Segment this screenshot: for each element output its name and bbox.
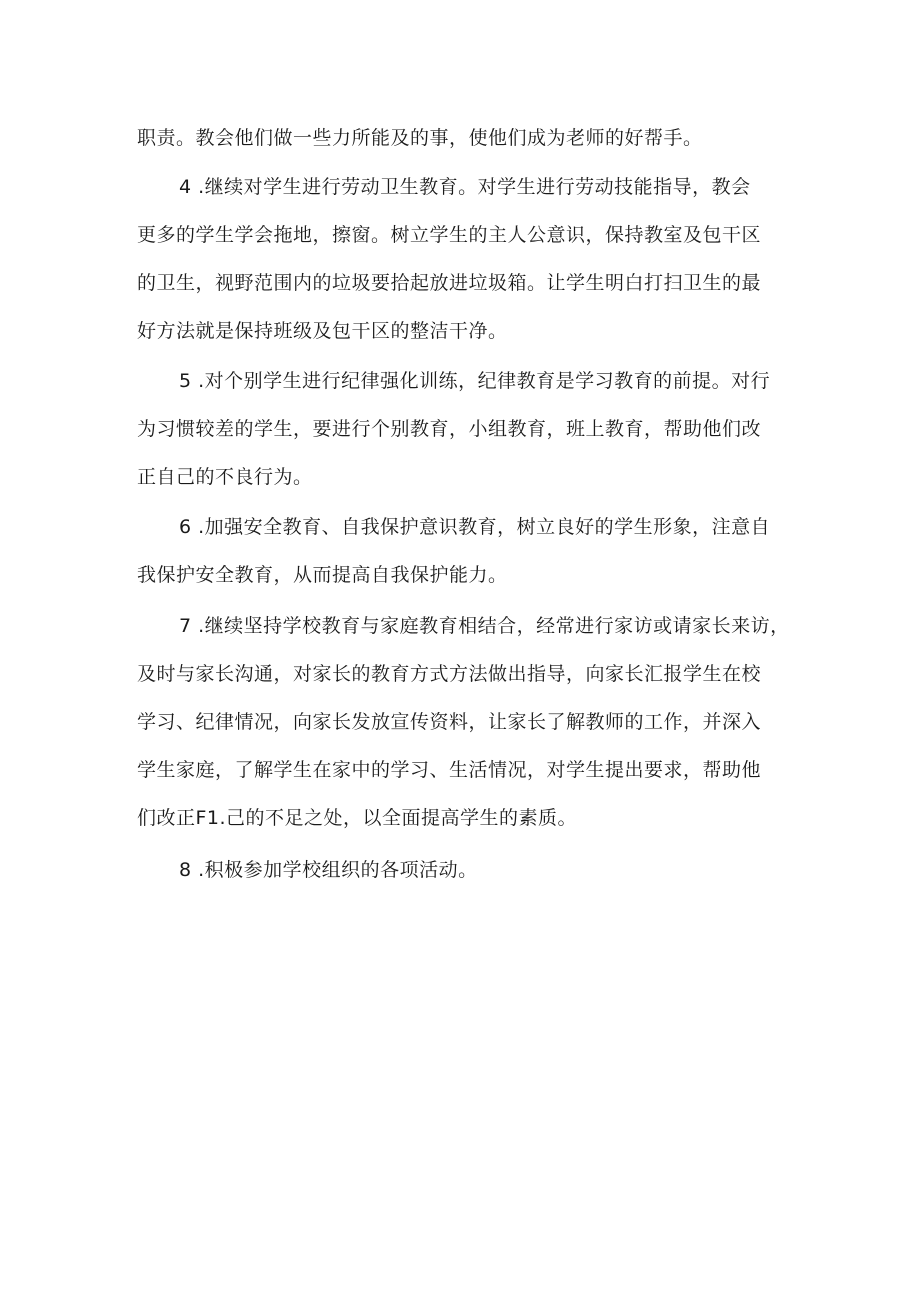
paragraph-line: 好方法就是保持班级及包干区的整洁干净。 <box>137 320 508 342</box>
paragraph-line: 8 .积极参加学校组织的各项活动。 <box>179 859 478 881</box>
paragraph-line: 正自己的不良行为。 <box>137 466 313 488</box>
paragraph-line: 6 .加强安全教育、自我保护意识教育，树立良好的学生形象，注意自 <box>179 516 771 538</box>
paragraph-line: 5 .对个别学生进行纪律强化训练，纪律教育是学习教育的前提。对行 <box>179 370 771 392</box>
paragraph-line: 4 .继续对学生进行劳动卫生教育。对学生进行劳动技能指导，教会 <box>179 176 751 198</box>
paragraph-item-7 <box>137 602 790 842</box>
paragraph-line: 学生家庭，了解学生在家中的学习、生活情况，对学生提出要求，帮助他 <box>137 759 762 781</box>
paragraph-line: 为习惯较差的学生，要进行个别教育，小组教育，班上教育，帮助他们改 <box>137 418 762 440</box>
paragraph-line: 7 .继续坚持学校教育与家庭教育相结合，经常进行家访或请家长来访， <box>179 615 790 637</box>
paragraph-line: 们改正F1.己的不足之处，以全面提高学生的素质。 <box>137 807 578 829</box>
paragraph-item-8 <box>137 846 787 894</box>
paragraph-duties <box>137 114 787 162</box>
paragraph-item-4 <box>137 163 787 355</box>
paragraph-item-5 <box>137 357 787 501</box>
paragraph-line: 我保护安全教育，从而提高自我保护能力。 <box>137 564 508 586</box>
paragraph-line: 职责。教会他们做一些力所能及的事，使他们成为老师的好帮手。 <box>137 127 703 149</box>
paragraph-line: 学习、纪律情况，向家长发放宣传资料，让家长了解教师的工作，并深入 <box>137 711 762 733</box>
paragraph-line: 的卫生，视野范围内的垃圾要拾起放进垃圾箱。让学生明白打扫卫生的最 <box>137 272 762 294</box>
paragraph-line: 及时与家长沟通，对家长的教育方式方法做出指导，向家长汇报学生在校 <box>137 663 762 685</box>
paragraph-item-6 <box>137 503 787 599</box>
paragraph-line: 更多的学生学会拖地，擦窗。树立学生的主人公意识，保持教室及包干区 <box>137 224 762 246</box>
